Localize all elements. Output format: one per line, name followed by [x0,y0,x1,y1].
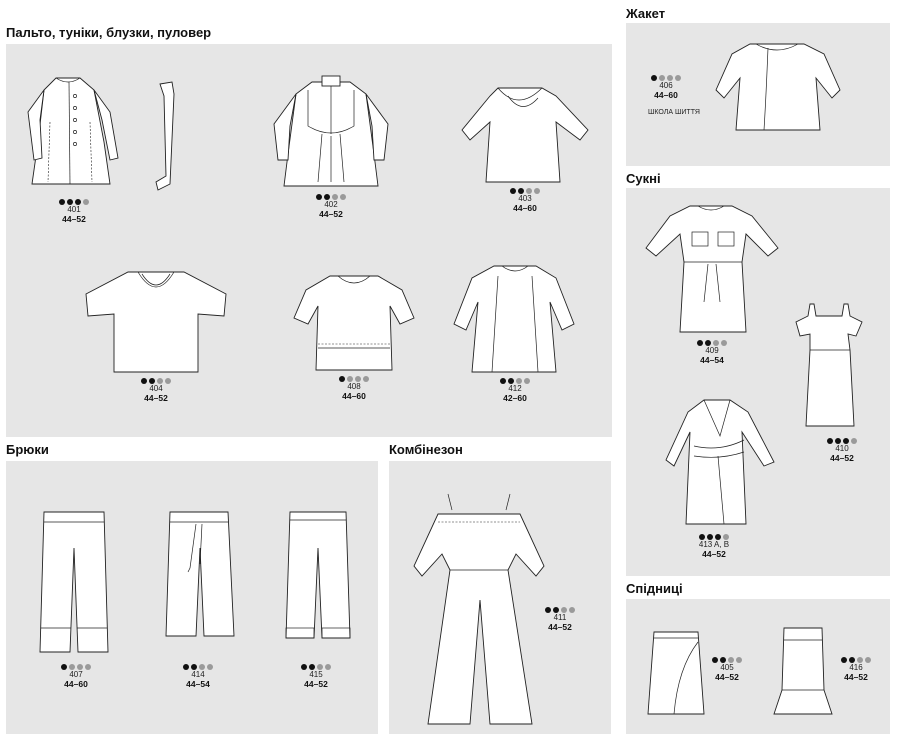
model-404[interactable] [80,268,232,403]
dress-413-sketch [664,396,780,528]
model-405[interactable] [707,655,747,682]
model-number: 412 [508,384,522,393]
model-number: 409 [705,346,719,355]
model-number: 406 [659,81,673,90]
color-dot-light [83,199,89,205]
section-title-trousers: Брюки [6,442,49,457]
color-dot-light [363,376,369,382]
size-range: 44–60 [64,679,88,689]
size-range: 44–52 [548,622,572,632]
model-415[interactable] [296,662,336,689]
color-dot-light [524,378,530,384]
model-409[interactable] [690,338,734,365]
princess-tunic-sketch [452,262,578,376]
section-title-jacket: Жакет [626,6,666,21]
color-dot-light [165,378,171,384]
color-dot-light [851,438,857,444]
model-407[interactable] [56,662,96,689]
size-range: 44–60 [342,391,366,401]
section-title-skirts: Спідниці [626,581,683,596]
section-title-dresses: Сукні [626,171,661,186]
school-label: ШКОЛА ШИТТЯ [648,109,700,116]
color-dot-light [675,75,681,81]
color-dot-dark [183,664,189,670]
trousers-407-sketch [38,508,110,656]
model-406[interactable] [646,73,686,100]
color-dot-dark [827,438,833,444]
model-416[interactable] [836,655,876,682]
size-range: 44–52 [144,393,168,403]
model-411[interactable] [540,605,580,632]
color-dot-dark [510,188,516,194]
model-number: 408 [347,382,361,391]
model-number: 416 [849,663,863,672]
model-410[interactable] [822,436,862,463]
trousers-414-sketch [160,508,238,640]
trousers-415-sketch [282,508,354,642]
top-sketch [460,82,590,186]
color-dot-light [207,664,213,670]
size-range: 44–60 [513,203,537,213]
model-403[interactable] [460,82,590,213]
coat-sketch [24,72,184,197]
size-range: 44–52 [844,672,868,682]
model-402[interactable] [266,74,396,219]
jumpsuit-sketch [412,490,548,730]
size-range: 44–52 [830,453,854,463]
model-number: 402 [324,200,338,209]
color-dot-dark [500,378,506,384]
color-dot-light [534,188,540,194]
color-dot-dark [141,378,147,384]
color-dot-light [721,340,727,346]
model-413[interactable] [692,532,736,559]
color-dot-light [85,664,91,670]
color-dot-dark [59,199,65,205]
color-dot-dark [697,340,703,346]
skirt-416-sketch [772,624,834,718]
model-number: 414 [191,670,205,679]
size-range: 44–52 [319,209,343,219]
dress-410-sketch [794,300,864,430]
model-number: 404 [149,384,163,393]
model-number: 407 [69,670,83,679]
color-dot-light [325,664,331,670]
model-number: 410 [835,444,849,453]
model-414[interactable] [178,662,218,689]
color-dot-light [736,657,742,663]
model-number: 415 [309,670,323,679]
color-dot-dark [651,75,657,81]
size-range: 44–60 [654,90,678,100]
color-dot-dark [61,664,67,670]
skirt-405-sketch [644,628,708,718]
dress-409-sketch [642,202,782,336]
model-number: 413 A, B [698,540,730,549]
model-number: 405 [720,663,734,672]
model-number: 411 [553,613,567,622]
section-title-jumpsuit: Комбінезон [389,442,463,457]
model-number: 403 [518,194,532,203]
jacket-sketch [710,38,850,138]
color-dot-light [569,607,575,613]
model-412[interactable] [452,262,578,403]
color-dot-dark [545,607,551,613]
section-title-tops: Пальто, туніки, блузки, пуловер [6,25,212,40]
size-range: 44–54 [700,355,724,365]
color-dot-dark [339,376,345,382]
size-range: 44–52 [304,679,328,689]
model-408[interactable] [290,270,418,401]
size-range: 44–54 [186,679,210,689]
pullover-sketch [80,268,232,376]
size-range: 44–52 [62,214,86,224]
tunic-sketch [290,270,418,374]
color-dot-dark [301,664,307,670]
color-dot-light [340,194,346,200]
size-range: 42–60 [503,393,527,403]
color-dot-dark [841,657,847,663]
color-dot-light [865,657,871,663]
color-dot-dark [712,657,718,663]
size-range: 44–52 [702,549,726,559]
blouse-sketch [266,74,396,192]
size-range: 44–52 [715,672,739,682]
model-401[interactable] [24,72,184,224]
model-number: 401 [67,205,81,214]
color-dot-dark [316,194,322,200]
